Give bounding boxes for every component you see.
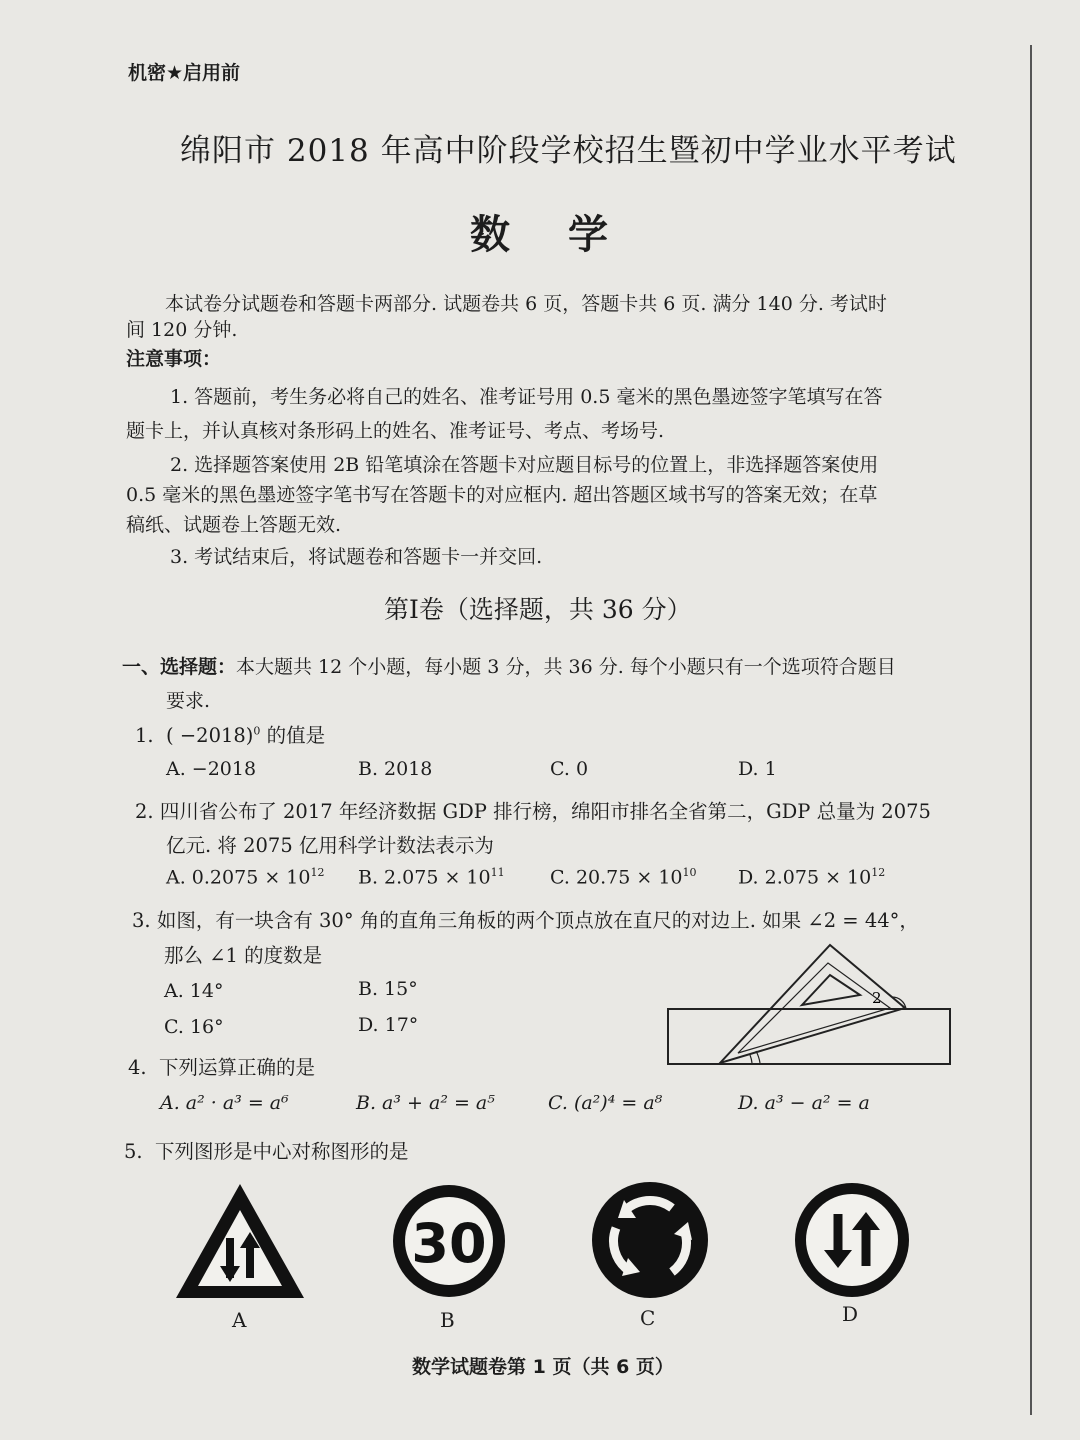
q2-option-b: B. $2.075 \times 10^{11}$ bbox=[358, 866, 505, 889]
speed-limit-number: 30 bbox=[411, 1212, 487, 1275]
sign-d-two-way-arrows-icon bbox=[790, 1178, 914, 1302]
confidential-mark: 机密★启用前 bbox=[128, 62, 241, 84]
q2-option-a: A. $0.2075 \times 10^{12}$ bbox=[166, 866, 325, 889]
q1-option-d: D. 1 bbox=[738, 758, 777, 780]
q3-option-a: A. 14° bbox=[164, 980, 224, 1002]
sign-c-label: C bbox=[640, 1306, 656, 1330]
note-1-line-2: 题卡上，并认真核对条形码上的姓名、准考证号、考点、考场号. bbox=[126, 420, 665, 442]
exam-title: 绵阳市 2018 年高中阶段学校招生暨初中学业水平考试 bbox=[180, 133, 957, 169]
question-4-stem: 4. 下列运算正确的是 bbox=[128, 1056, 316, 1079]
question-5-stem: 5. 下列图形是中心对称图形的是 bbox=[124, 1140, 409, 1163]
sign-b-label: B bbox=[440, 1308, 455, 1332]
note-2-line-2: 0.5 毫米的黑色墨迹签字笔书写在答题卡的对应框内. 超出答题区域书写的答案无效；在草 bbox=[126, 484, 878, 506]
intro-line-2: 间 120 分钟. bbox=[126, 319, 238, 341]
note-2-line-1: 2. 选择题答案使用 2B 铅笔填涂在答题卡对应题目标号的位置上，非选择题答案使用 bbox=[170, 454, 879, 476]
figure-angle-label-2: 2 bbox=[872, 989, 882, 1007]
binding-line bbox=[1030, 45, 1032, 1415]
q1-option-b: B. 2018 bbox=[358, 758, 433, 780]
question-1-stem: 1. ( −2018)$^0$ 的值是 bbox=[135, 724, 326, 747]
note-1-line-1: 1. 答题前，考生务必将自己的姓名、准考证号用 0.5 毫米的黑色墨迹签字笔填写在答 bbox=[170, 386, 883, 408]
section-title: 第Ⅰ卷（选择题，共 36 分） bbox=[384, 595, 692, 624]
note-2-line-3: 稿纸、试题卷上答题无效. bbox=[126, 514, 342, 536]
sign-d-label: D bbox=[842, 1302, 859, 1326]
q2-option-d: D. $2.075 \times 10^{12}$ bbox=[738, 866, 886, 889]
note-3: 3. 考试结束后，将试题卷和答题卡一并交回. bbox=[170, 546, 543, 568]
q3-option-c: C. 16° bbox=[164, 1016, 224, 1038]
q4-option-a: A. a² · a³ = a⁶ bbox=[160, 1092, 289, 1114]
ruler-triangle-figure bbox=[660, 935, 960, 1075]
part-description-2: 要求. bbox=[166, 690, 211, 712]
q1-option-c: C. 0 bbox=[550, 758, 589, 780]
q3-option-b: B. 15° bbox=[358, 978, 418, 1000]
subject-title: 数学 bbox=[470, 212, 666, 258]
question-3-stem-line-1: 3. 如图，有一块含有 30° 角的直角三角板的两个顶点放在直尺的对边上. 如果 ∠2 = 44°， bbox=[132, 909, 919, 932]
sign-b-speed-limit-icon bbox=[388, 1180, 510, 1302]
sign-a-two-way-traffic-icon bbox=[170, 1178, 310, 1306]
q1-option-a: A. −2018 bbox=[166, 758, 257, 780]
sign-c-roundabout-icon bbox=[588, 1178, 712, 1302]
part-description: 本大题共 12 个小题，每小题 3 分，共 36 分. 每个小题只有一个选项符合题目 bbox=[236, 656, 896, 678]
question-2-stem-line-2: 亿元. 将 2075 亿用科学计数法表示为 bbox=[166, 834, 494, 857]
q4-option-d: D. a³ − a² = a bbox=[738, 1092, 870, 1114]
q4-option-b: B. a³ + a² = a⁵ bbox=[356, 1092, 495, 1114]
question-3-stem-line-2: 那么 ∠1 的度数是 bbox=[164, 944, 323, 967]
sign-a-label: A bbox=[232, 1308, 247, 1332]
intro-line-1: 本试卷分试题卷和答题卡两部分. 试题卷共 6 页，答题卡共 6 页. 满分 140 分. 考试时 bbox=[165, 293, 887, 315]
q2-option-c: C. $20.75 \times 10^{10}$ bbox=[550, 866, 697, 889]
q4-option-c: C. (a²)⁴ = a⁸ bbox=[548, 1092, 663, 1114]
part-label: 一、选择题： bbox=[122, 656, 237, 678]
question-2-stem-line-1: 2. 四川省公布了 2017 年经济数据 GDP 排行榜，绵阳市排名全省第二，GDP 总量为 2075 bbox=[135, 800, 931, 823]
q3-option-d: D. 17° bbox=[358, 1014, 419, 1036]
notes-heading: 注意事项： bbox=[126, 348, 222, 370]
page-footer: 数学试题卷第 1 页（共 6 页） bbox=[412, 1356, 674, 1378]
